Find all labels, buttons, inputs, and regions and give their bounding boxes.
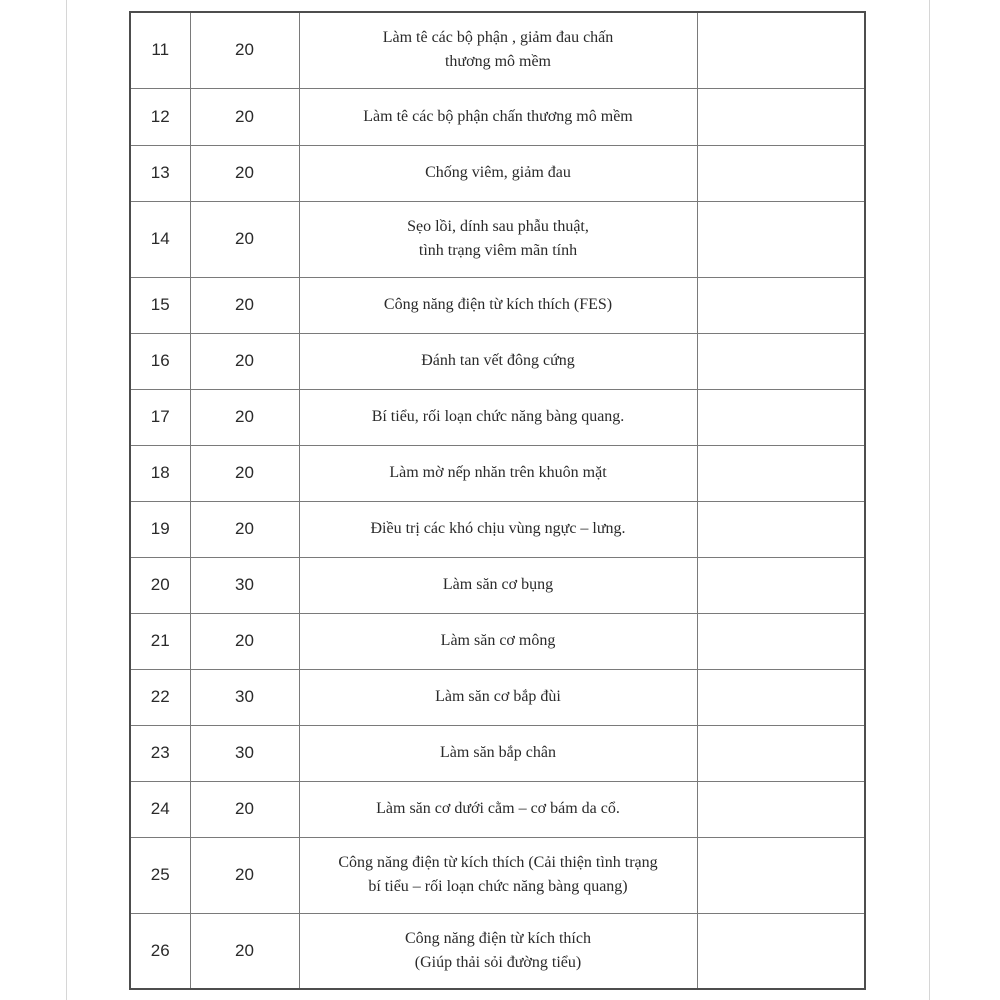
program-description [299,445,697,501]
duration-minutes: 20 [190,333,299,389]
description-line: Làm săn cơ mông [440,632,556,649]
description-line: Làm săn cơ bắp đùi [435,688,561,705]
description-line: bí tiểu – rối loạn chức năng bàng quang) [368,878,628,895]
program-number: 23 [130,725,190,781]
duration-minutes: 20 [190,201,299,277]
duration-minutes: 20 [190,837,299,913]
program-number: 19 [130,501,190,557]
notes-cell [697,913,865,989]
program-description [299,145,697,201]
duration-minutes: 20 [190,389,299,445]
description-line: Làm tê các bộ phận , giảm đau chấn [382,29,614,47]
program-number: 11 [130,12,190,88]
duration-minutes: 30 [190,669,299,725]
notes-cell [697,501,865,557]
notes-cell [697,12,865,88]
notes-cell [697,445,865,501]
duration-minutes: 30 [190,725,299,781]
description-line: Điều trị các khó chịu vùng ngực – lưng. [370,520,626,537]
description-line: Đánh tan vết đông cứng [421,352,575,369]
duration-minutes: 20 [190,913,299,989]
notes-cell [697,557,865,613]
table-row [130,12,865,88]
duration-minutes: 20 [190,88,299,145]
table-row [130,88,865,145]
table-row [130,913,865,989]
program-description [299,725,697,781]
duration-minutes: 20 [190,145,299,201]
notes-cell [697,669,865,725]
program-description [299,12,697,88]
program-description [299,669,697,725]
program-table-body [130,12,865,989]
table-row [130,201,865,277]
duration-minutes: 20 [190,445,299,501]
page-edge-right [929,0,930,1000]
duration-minutes: 30 [190,557,299,613]
duration-minutes: 20 [190,781,299,837]
notes-cell [697,201,865,277]
program-description [299,277,697,333]
notes-cell [697,88,865,145]
description-line: Làm mờ nếp nhăn trên khuôn mặt [389,464,607,481]
program-number: 20 [130,557,190,613]
program-description [299,613,697,669]
notes-cell [697,277,865,333]
description-line: thương mô mềm [444,53,551,71]
program-number: 18 [130,445,190,501]
program-number: 14 [130,201,190,277]
table-row [130,725,865,781]
duration-minutes: 20 [190,12,299,88]
table-row [130,145,865,201]
program-description [299,501,697,557]
page-edge-left [66,0,67,1000]
description-line: Làm săn cơ bụng [442,576,554,593]
program-description [299,88,697,145]
description-line: Công năng điện từ kích thích [405,929,591,947]
description-line: Làm tê các bộ phận chấn thương mô mềm [363,107,633,125]
program-description [299,201,697,277]
table-row [130,333,865,389]
table-row [130,277,865,333]
program-description [299,557,697,613]
notes-cell [697,725,865,781]
program-number: 17 [130,389,190,445]
program-number: 24 [130,781,190,837]
description-line: Sẹo lồi, dính sau phẫu thuật, [407,218,589,235]
program-description [299,913,697,989]
description-line: tình trạng viêm mãn tính [418,242,578,259]
table-row [130,613,865,669]
table-row [130,837,865,913]
program-number: 12 [130,88,190,145]
notes-cell [697,837,865,913]
table-row [130,501,865,557]
notes-cell [697,333,865,389]
table-row [130,445,865,501]
description-line: Chống viêm, giảm đau [425,164,571,181]
description-line: (Giúp thải sỏi đường tiểu) [414,953,582,971]
duration-minutes: 20 [190,613,299,669]
program-description [299,837,697,913]
description-line: Công năng điện từ kích thích (FES) [383,296,613,313]
program-number: 26 [130,913,190,989]
notes-cell [697,781,865,837]
notes-cell [697,145,865,201]
program-table [129,11,866,990]
program-number: 13 [130,145,190,201]
program-description [299,781,697,837]
notes-cell [697,389,865,445]
description-line: Làm săn cơ dưới cằm – cơ bám da cổ. [376,800,620,817]
duration-minutes: 20 [190,277,299,333]
description-line: Công năng điện từ kích thích (Cải thiện tình trạng [338,854,658,871]
table-row [130,389,865,445]
program-number: 25 [130,837,190,913]
description-line: Bí tiểu, rối loạn chức năng bàng quang. [371,408,625,425]
program-number: 22 [130,669,190,725]
program-number: 16 [130,333,190,389]
table-row [130,669,865,725]
program-description [299,333,697,389]
program-number: 15 [130,277,190,333]
program-number: 21 [130,613,190,669]
notes-cell [697,613,865,669]
table-row [130,557,865,613]
description-line: Làm săn bắp chân [440,744,556,761]
duration-minutes: 20 [190,501,299,557]
program-description [299,389,697,445]
table-row [130,781,865,837]
